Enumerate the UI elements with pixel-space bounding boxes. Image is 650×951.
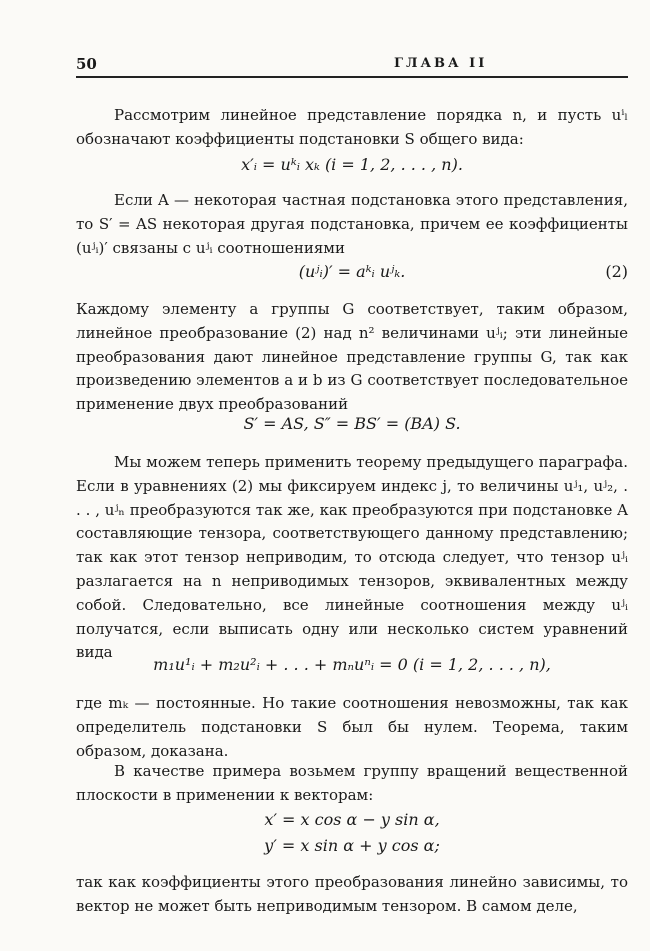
paragraph	[76, 298, 628, 417]
paragraph-text: Рассмотрим линейное представление порядка n, и пусть uⁱₗ обозначают коэффициенты подстановки S общего вида:	[76, 106, 628, 148]
header-rule	[76, 76, 628, 78]
paragraph-text: Если A — некоторая частная подстановка этого представления, то S′ = AS некоторая другая подстановка, причем ее коэффициенты (uʲᵢ)′ связаны с uʲᵢ соотношениями	[76, 191, 628, 257]
equation-text: x′ = x cos α − y sin α,	[264, 810, 440, 829]
paragraph	[76, 760, 628, 808]
paragraph-text: Мы можем теперь применить теорему предыдущего параграфа. Если в уравнениях (2) мы фиксируем индекс j, то величины uʲ₁, uʲ₂, . . . , uʲₙ преобразуются так же, как преобразуются при подстановке A составляющие тензора, соответствующего данному представлению; так как этот тензор неприводим, то отсюда следует, что тензор uʲᵢ разлагается на n неприводимых тензоров, эквивалентных между собой. Следовательно, все линейные соотношения между uʲᵢ получатся, если выписать одну или несколько систем уравнений вида	[76, 453, 628, 662]
equation	[76, 414, 628, 433]
equation	[76, 655, 628, 674]
equation	[76, 810, 628, 829]
equation	[76, 836, 628, 855]
paragraph-text: так как коэффициенты этого преобразования линейно зависимы, то вектор не может быть неприводимым тензором. В самом деле,	[76, 873, 628, 915]
page-header	[76, 55, 626, 75]
running-head: ГЛАВА II	[394, 56, 488, 71]
paragraph-text: В качестве примера возьмем группу вращений вещественной плоскости в применении к векторам:	[76, 762, 628, 804]
equation-text: x′ᵢ = uᵏᵢ xₖ (i = 1, 2, . . . , n).	[241, 155, 463, 174]
equation	[76, 262, 628, 281]
paragraph	[76, 104, 628, 152]
equation-text: (uʲᵢ)′ = aᵏᵢ uʲₖ.	[298, 262, 406, 281]
page-number: 50	[76, 55, 97, 73]
equation-text: y′ = x sin α + y cos α;	[264, 836, 440, 855]
paragraph	[76, 451, 628, 665]
paragraph-text: Каждому элементу a группы G соответствует, таким образом, линейное преобразование (2) над n² величинами uʲᵢ; эти линейные преобразования дают линейное представление группы G, так как произведению элементов a и b из G соответствует последовательное применение двух преобразований	[76, 300, 628, 414]
equation-number: (2)	[605, 262, 628, 281]
paragraph	[76, 692, 628, 763]
equation-text: S′ = AS, S″ = BS′ = (BA) S.	[243, 414, 461, 433]
equation	[76, 155, 628, 174]
paragraph	[76, 871, 628, 919]
paragraph	[76, 189, 628, 260]
paragraph-text: где mₖ — постоянные. Но такие соотношения невозможны, так как определитель подстановки S был бы нулем. Теорема, таким образом, доказана.	[76, 694, 628, 760]
equation-text: m₁u¹ᵢ + m₂u²ᵢ + . . . + mₙuⁿᵢ = 0 (i = 1, 2, . . . , n),	[153, 655, 551, 674]
